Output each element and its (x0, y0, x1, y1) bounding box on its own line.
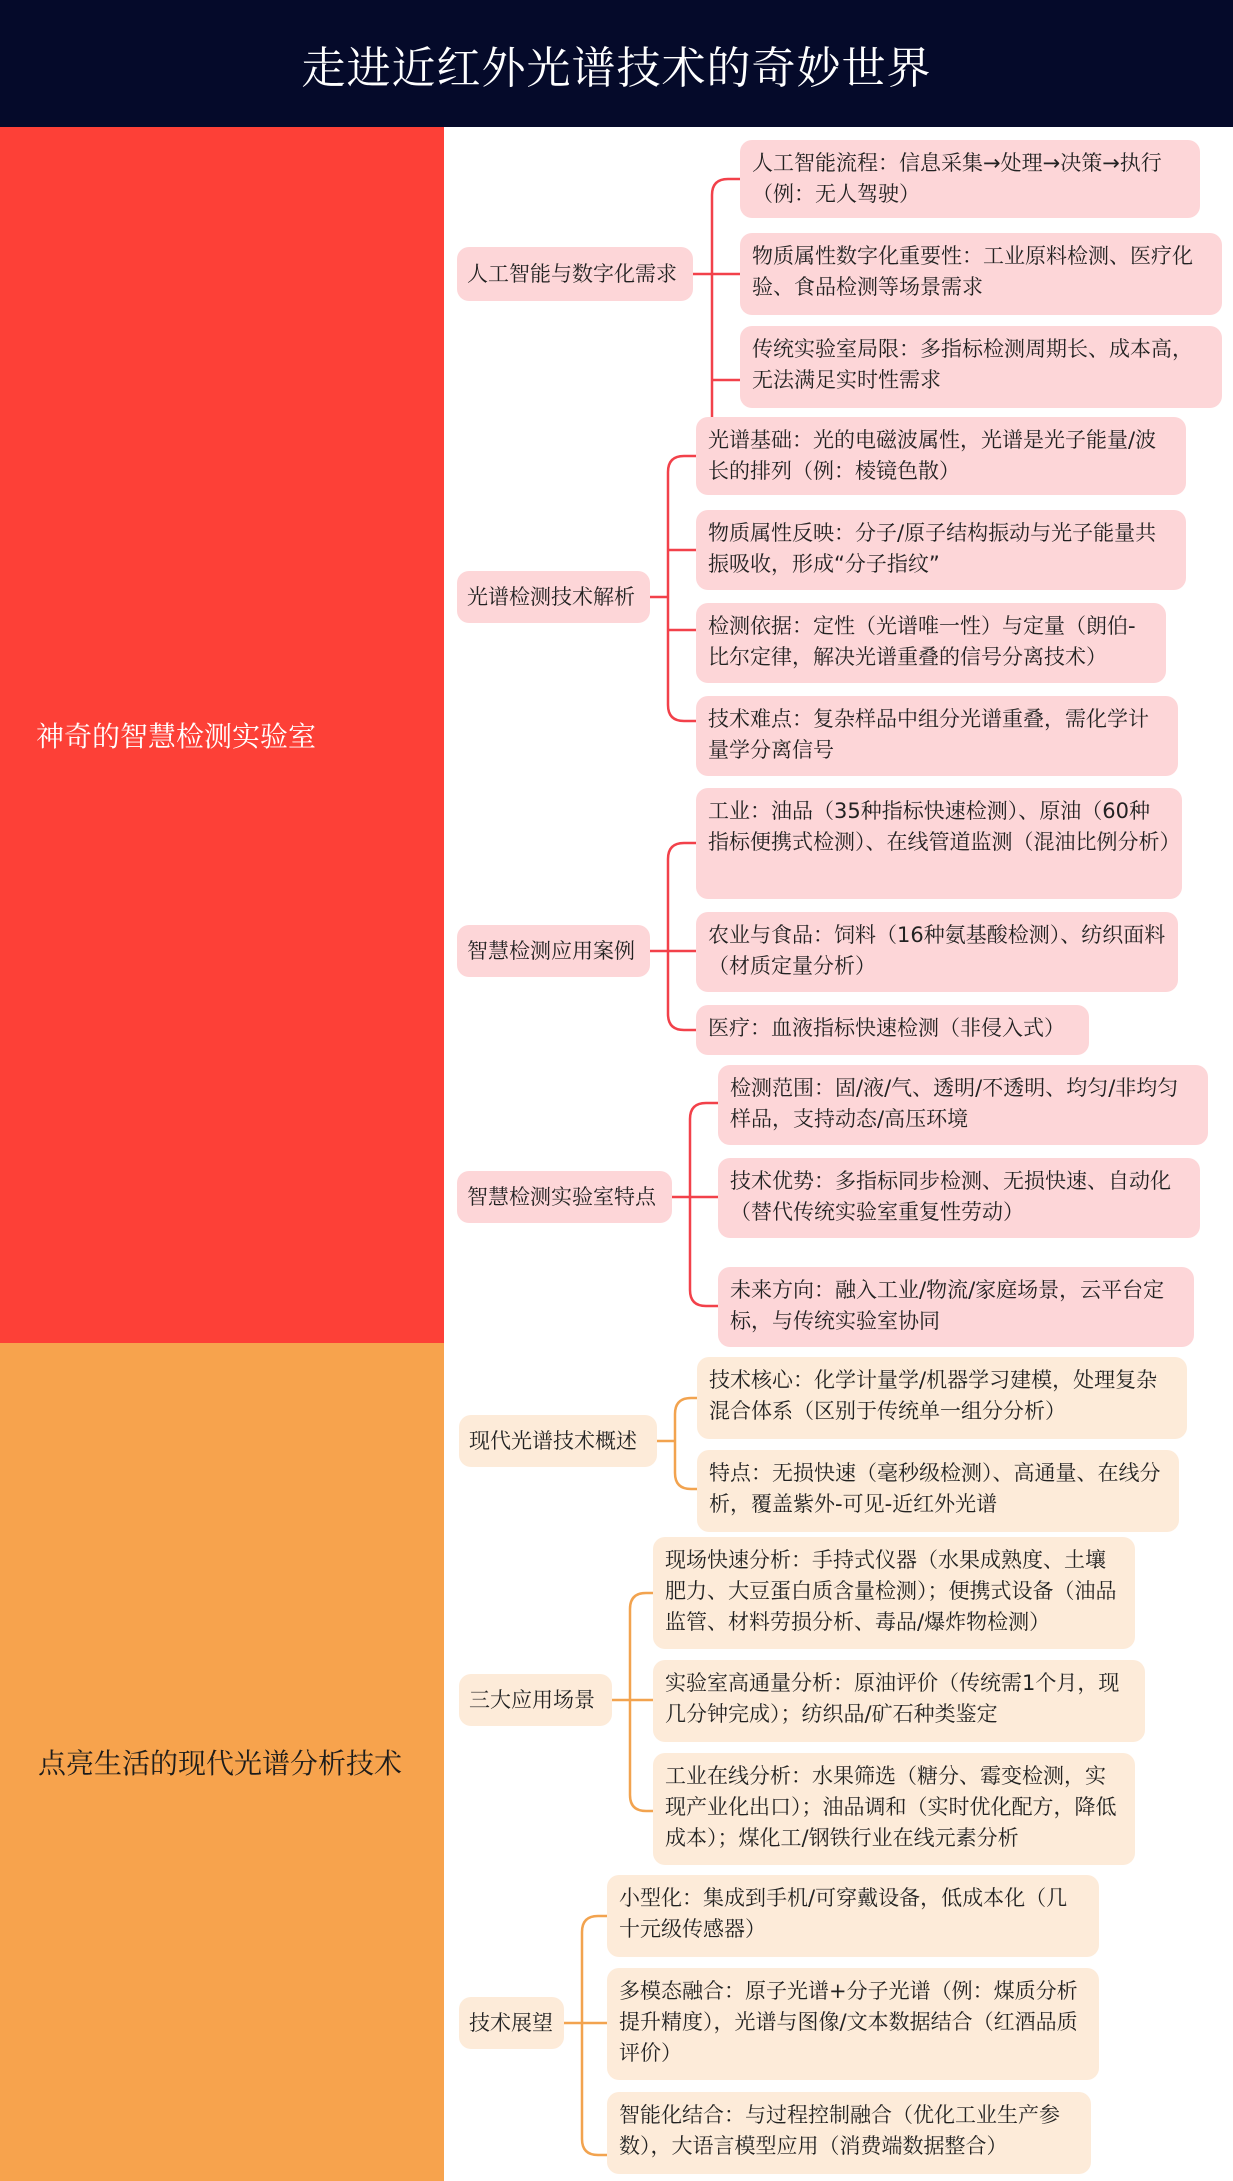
item-field-analysis: 现场快速分析：手持式仪器（水果成熟度、土壤肥力、大豆蛋白质含量检测）；便携式设备（油品监管、材料劳损分析、毒品/爆炸物检测） (653, 1537, 1135, 1649)
item-intelligent-integration: 智能化结合：与过程控制融合（优化工业生产参数），大语言模型应用（消费端数据整合） (607, 2092, 1091, 2174)
section-label: 点亮生活的现代光谱分析技术 (38, 1747, 403, 1780)
item-detection-basis: 检测依据：定性（光谱唯一性）与定量（朗伯-比尔定律，解决光谱重叠的信号分离技术） (696, 603, 1166, 683)
section-smart-lab (0, 127, 1233, 1343)
category-modern-overview (459, 1415, 657, 1467)
category-label: 三大应用场景 (469, 1687, 595, 1712)
item-technical-core: 技术核心：化学计量学/机器学习建模，处理复杂混合体系（区别于传统单一组分分析） (697, 1357, 1187, 1439)
category-ai-digital (457, 247, 693, 301)
section-label: 神奇的智慧检测实验室 (36, 720, 317, 753)
category-label: 现代光谱技术概述 (469, 1428, 637, 1453)
item-industry-case: 工业：油品（35种指标快速检测）、原油（60种指标便携式检测）、在线管道监测（混油比例分析） (696, 788, 1182, 899)
item-digitization-importance: 物质属性数字化重要性：工业原料检测、医疗化验、食品检测等场景需求 (740, 233, 1222, 315)
item-ai-process: 人工智能流程：信息采集→处理→决策→执行（例：无人驾驶） (740, 140, 1200, 218)
category-label: 智慧检测实验室特点 (467, 1184, 656, 1209)
item-characteristics: 特点：无损快速（毫秒级检测）、高通量、在线分析，覆盖紫外-可见-近红外光谱 (697, 1450, 1179, 1532)
category-label: 光谱检测技术解析 (467, 584, 635, 609)
item-multimodal-fusion: 多模态融合：原子光谱+分子光谱（例：煤质分析提升精度），光谱与图像/文本数据结合（红酒品质评价） (607, 1968, 1099, 2080)
item-medical-case: 医疗：血液指标快速检测（非侵入式） (696, 1005, 1089, 1055)
item-traditional-lab-limits: 传统实验室局限：多指标检测周期长、成本高，无法满足实时性需求 (740, 326, 1222, 408)
category-spectral-detection (457, 571, 650, 623)
title-bar (0, 0, 1233, 127)
item-material-properties: 物质属性反映：分子/原子结构振动与光子能量共振吸收，形成“分子指纹” (696, 510, 1186, 590)
section-side-panel (0, 127, 444, 1343)
category-application-cases (457, 925, 650, 977)
item-lab-throughput: 实验室高通量分析：原油评价（传统需1个月，现几分钟完成）；纺织品/矿石种类鉴定 (653, 1660, 1145, 1742)
category-lab-features (457, 1171, 672, 1223)
item-spectral-basics: 光谱基础：光的电磁波属性，光谱是光子能量/波长的排列（例：棱镜色散） (696, 417, 1186, 495)
item-detection-range: 检测范围：固/液/气、透明/不透明、均匀/非均匀样品，支持动态/高压环境 (718, 1065, 1208, 1145)
item-agri-food-case: 农业与食品：饲料（16种氨基酸检测）、纺织面料（材质定量分析） (696, 912, 1178, 992)
category-label: 技术展望 (469, 2010, 553, 2035)
category-label: 人工智能与数字化需求 (467, 261, 677, 286)
item-future-direction: 未来方向：融入工业/物流/家庭场景，云平台定标，与传统实验室协同 (718, 1267, 1194, 1347)
category-outlook (459, 1997, 564, 2049)
item-miniaturization: 小型化：集成到手机/可穿戴设备，低成本化（几十元级传感器） (607, 1875, 1099, 1957)
item-industrial-online: 工业在线分析：水果筛选（糖分、霉变检测，实现产业化出口）；油品调和（实时优化配方，降低成本）；煤化工/钢铁行业在线元素分析 (653, 1753, 1135, 1865)
category-label: 智慧检测应用案例 (467, 938, 635, 963)
page-title: 走进近红外光谱技术的奇妙世界 (301, 42, 932, 94)
item-technical-advantages: 技术优势：多指标同步检测、无损快速、自动化（替代传统实验室重复性劳动） (718, 1158, 1200, 1238)
section-side-panel (0, 1343, 444, 2181)
category-three-scenarios (459, 1674, 612, 1726)
item-technical-difficulty: 技术难点：复杂样品中组分光谱重叠，需化学计量学分离信号 (696, 696, 1178, 776)
section-modern-spectral (0, 1343, 1233, 2181)
